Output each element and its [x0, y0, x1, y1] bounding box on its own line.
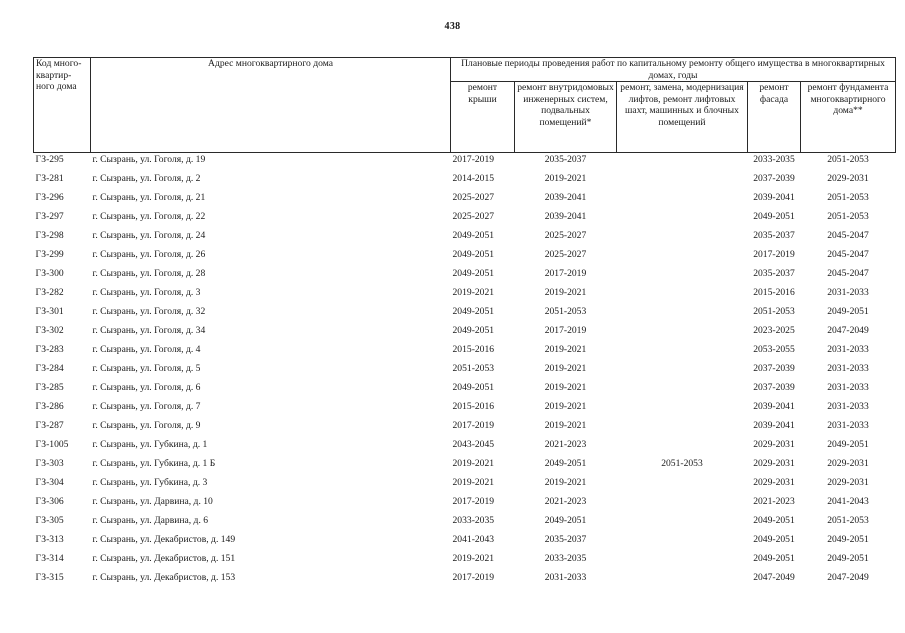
cell-lifts: [617, 362, 748, 381]
cell-engineering: 2019-2021: [544, 401, 587, 412]
cell-roof: 2015-2016: [452, 344, 495, 355]
cell-foundation: 2041-2043: [827, 496, 869, 507]
cell-roof: 2049-2051: [452, 325, 495, 336]
cell-roof: 2043-2045: [452, 439, 495, 450]
cell-code: ГЗ-313: [35, 534, 64, 545]
cell-foundation: 2031-2033: [827, 401, 869, 412]
cell-foundation: 2049-2051: [827, 534, 869, 545]
cell-facade: 2033-2035: [753, 154, 795, 165]
cell-facade: 2037-2039: [753, 173, 795, 184]
cell-facade: 2039-2041: [753, 420, 795, 431]
table-row: [34, 571, 896, 590]
cell-lifts: [617, 419, 748, 438]
cell-foundation: 2049-2051: [827, 306, 869, 317]
cell-foundation: 2045-2047: [827, 230, 869, 241]
table-row: [34, 172, 896, 191]
table-row: [34, 476, 896, 495]
cell-code: ГЗ-304: [35, 477, 64, 488]
header-row-top: [34, 58, 896, 82]
cell-lifts: [617, 438, 748, 457]
cell-lifts: [617, 172, 748, 191]
cell-foundation: 2049-2051: [827, 439, 869, 450]
header-engineering: ремонт внутридомовых инженерных систем, подвальных помещений*: [515, 82, 617, 153]
header-facade: ремонт фасада: [748, 82, 801, 153]
cell-engineering: 2019-2021: [544, 382, 587, 393]
cell-engineering: 2049-2051: [544, 458, 587, 469]
cell-code: ГЗ-284: [35, 363, 64, 374]
cell-facade: 2023-2025: [753, 325, 795, 336]
cell-lifts: [617, 153, 748, 173]
cell-foundation: 2051-2053: [827, 515, 869, 526]
cell-address: г. Сызрань, ул. Губкина, д. 1: [92, 439, 208, 450]
cell-facade: 2053-2055: [753, 344, 795, 355]
cell-roof: 2041-2043: [452, 534, 495, 545]
cell-lifts: [617, 305, 748, 324]
cell-foundation: 2051-2053: [827, 192, 869, 203]
cell-lifts: [617, 286, 748, 305]
cell-facade: 2051-2053: [753, 306, 795, 317]
cell-foundation: 2047-2049: [827, 325, 869, 336]
table-row: [34, 267, 896, 286]
cell-facade: 2029-2031: [753, 477, 795, 488]
cell-code: ГЗ-302: [35, 325, 64, 336]
cell-facade: 2049-2051: [753, 211, 795, 222]
cell-address: г. Сызрань, ул. Декабристов, д. 153: [92, 572, 236, 583]
cell-lifts: [617, 533, 748, 552]
header-periods-group: Плановые периоды проведения работ по капитальному ремонту общего имущества в многоквартирных домах, годы: [451, 58, 896, 82]
table-row: [34, 552, 896, 571]
cell-facade: 2035-2037: [753, 268, 795, 279]
cell-address: г. Сызрань, ул. Декабристов, д. 151: [92, 553, 236, 564]
cell-lifts: [617, 229, 748, 248]
cell-foundation: 2029-2031: [827, 173, 869, 184]
cell-address: г. Сызрань, ул. Гоголя, д. 21: [92, 192, 206, 203]
table-row: [34, 324, 896, 343]
table-row: [34, 229, 896, 248]
cell-roof: 2049-2051: [452, 249, 495, 260]
cell-lifts: [617, 210, 748, 229]
cell-foundation: 2051-2053: [827, 154, 869, 165]
cell-code: ГЗ-286: [35, 401, 64, 412]
cell-lifts: [617, 571, 748, 590]
cell-facade: 2047-2049: [753, 572, 795, 583]
cell-code: ГЗ-315: [35, 572, 64, 583]
cell-lifts: 2051-2053: [661, 458, 703, 469]
cell-facade: 2017-2019: [753, 249, 795, 260]
cell-roof: 2015-2016: [452, 401, 495, 412]
cell-facade: 2037-2039: [753, 382, 795, 393]
cell-foundation: 2031-2033: [827, 344, 869, 355]
cell-address: г. Сызрань, ул. Гоголя, д. 7: [92, 401, 201, 412]
cell-engineering: 2021-2023: [544, 439, 587, 450]
cell-roof: 2014-2015: [452, 173, 495, 184]
cell-engineering: 2019-2021: [544, 477, 587, 488]
table-row: [34, 210, 896, 229]
cell-lifts: [617, 381, 748, 400]
cell-code: ГЗ-301: [35, 306, 64, 317]
cell-lifts: [617, 400, 748, 419]
cell-roof: 2025-2027: [452, 211, 495, 222]
header-code: Код много-квартир-ного дома: [34, 58, 91, 153]
table-row: [34, 419, 896, 438]
cell-facade: 2049-2051: [753, 534, 795, 545]
table-row: [34, 438, 896, 457]
cell-roof: 2049-2051: [452, 382, 495, 393]
cell-foundation: 2031-2033: [827, 287, 869, 298]
cell-address: г. Сызрань, ул. Дарвина, д. 10: [92, 496, 213, 507]
cell-engineering: 2051-2053: [544, 306, 587, 317]
cell-roof: 2017-2019: [452, 572, 495, 583]
cell-code: ГЗ-305: [35, 515, 64, 526]
cell-address: г. Сызрань, ул. Гоголя, д. 24: [92, 230, 206, 241]
cell-lifts: [617, 552, 748, 571]
cell-engineering: 2025-2027: [544, 249, 587, 260]
table-row: [34, 191, 896, 210]
cell-facade: 2049-2051: [753, 553, 795, 564]
table-row: [34, 343, 896, 362]
cell-code: ГЗ-314: [35, 553, 64, 564]
cell-code: ГЗ-306: [35, 496, 64, 507]
cell-lifts: [617, 514, 748, 533]
cell-roof: 2051-2053: [452, 363, 495, 374]
header-address: Адрес многоквартирного дома: [91, 58, 451, 153]
cell-address: г. Сызрань, ул. Декабристов, д. 149: [92, 534, 236, 545]
cell-address: г. Сызрань, ул. Гоголя, д. 4: [92, 344, 201, 355]
cell-engineering: 2031-2033: [544, 572, 587, 583]
cell-code: ГЗ-283: [35, 344, 64, 355]
cell-foundation: 2031-2033: [827, 363, 869, 374]
cell-address: г. Сызрань, ул. Гоголя, д. 6: [92, 382, 201, 393]
table-body: [34, 153, 896, 591]
cell-address: г. Сызрань, ул. Гоголя, д. 9: [92, 420, 201, 431]
cell-foundation: 2051-2053: [827, 211, 869, 222]
cell-roof: 2049-2051: [452, 268, 495, 279]
cell-address: г. Сызрань, ул. Губкина, д. 1 Б: [92, 458, 216, 469]
cell-lifts: [617, 191, 748, 210]
cell-foundation: 2031-2033: [827, 420, 869, 431]
cell-engineering: 2017-2019: [544, 325, 587, 336]
cell-address: г. Сызрань, ул. Гоголя, д. 26: [92, 249, 206, 260]
cell-address: г. Сызрань, ул. Дарвина, д. 6: [92, 515, 209, 526]
table-row: [34, 400, 896, 419]
cell-address: г. Сызрань, ул. Губкина, д. 3: [92, 477, 208, 488]
cell-foundation: 2047-2049: [827, 572, 869, 583]
table-row: [34, 514, 896, 533]
table-row: [34, 248, 896, 267]
cell-lifts: [617, 324, 748, 343]
cell-engineering: 2039-2041: [544, 192, 587, 203]
cell-engineering: 2019-2021: [544, 287, 587, 298]
cell-engineering: 2017-2019: [544, 268, 587, 279]
cell-code: ГЗ-282: [35, 287, 64, 298]
table-row: [34, 495, 896, 514]
cell-engineering: 2033-2035: [544, 553, 587, 564]
cell-address: г. Сызрань, ул. Гоголя, д. 2: [92, 173, 201, 184]
cell-roof: 2049-2051: [452, 306, 495, 317]
cell-facade: 2035-2037: [753, 230, 795, 241]
cell-engineering: 2035-2037: [544, 154, 587, 165]
cell-lifts: [617, 267, 748, 286]
cell-address: г. Сызрань, ул. Гоголя, д. 22: [92, 211, 206, 222]
cell-code: ГЗ-296: [35, 192, 64, 203]
cell-facade: 2029-2031: [753, 458, 795, 469]
header-roof: ремонт крыши: [451, 82, 515, 153]
cell-facade: 2039-2041: [753, 192, 795, 203]
table-row: [34, 533, 896, 552]
table-row: [34, 457, 896, 476]
cell-address: г. Сызрань, ул. Гоголя, д. 28: [92, 268, 206, 279]
table-row: [34, 286, 896, 305]
cell-engineering: 2019-2021: [544, 363, 587, 374]
cell-roof: 2017-2019: [452, 420, 495, 431]
cell-code: ГЗ-303: [35, 458, 64, 469]
cell-facade: 2049-2051: [753, 515, 795, 526]
cell-lifts: [617, 343, 748, 362]
table-row: [34, 381, 896, 400]
cell-lifts: [617, 495, 748, 514]
cell-foundation: 2029-2031: [827, 458, 869, 469]
cell-address: г. Сызрань, ул. Гоголя, д. 3: [92, 287, 201, 298]
cell-roof: 2017-2019: [452, 154, 495, 165]
cell-lifts: [617, 476, 748, 495]
cell-roof: 2019-2021: [452, 458, 495, 469]
table-row: [34, 362, 896, 381]
cell-engineering: 2025-2027: [544, 230, 587, 241]
cell-code: ГЗ-299: [35, 249, 64, 260]
cell-code: ГЗ-285: [35, 382, 64, 393]
cell-address: г. Сызрань, ул. Гоголя, д. 19: [92, 154, 206, 165]
cell-lifts: [617, 248, 748, 267]
cell-roof: 2019-2021: [452, 553, 495, 564]
table-row: [34, 153, 896, 173]
cell-code: ГЗ-281: [35, 173, 64, 184]
cell-roof: 2033-2035: [452, 515, 495, 526]
cell-engineering: 2049-2051: [544, 515, 587, 526]
cell-roof: 2049-2051: [452, 230, 495, 241]
page-number: 438: [444, 21, 461, 32]
cell-engineering: 2021-2023: [544, 496, 587, 507]
cell-roof: 2025-2027: [452, 192, 495, 203]
cell-facade: 2037-2039: [753, 363, 795, 374]
cell-roof: 2019-2021: [452, 287, 495, 298]
cell-facade: 2039-2041: [753, 401, 795, 412]
cell-roof: 2017-2019: [452, 496, 495, 507]
cell-code: ГЗ-1005: [35, 439, 69, 450]
cell-engineering: 2019-2021: [544, 173, 587, 184]
header-lifts: ремонт, замена, модернизация лифтов, ремонт лифтовых шахт, машинных и блочных помещений: [617, 82, 748, 153]
cell-engineering: 2039-2041: [544, 211, 587, 222]
cell-facade: 2029-2031: [753, 439, 795, 450]
cell-roof: 2019-2021: [452, 477, 495, 488]
cell-address: г. Сызрань, ул. Гоголя, д. 5: [92, 363, 201, 374]
table-row: [34, 305, 896, 324]
cell-foundation: 2045-2047: [827, 268, 869, 279]
cell-code: ГЗ-295: [35, 154, 64, 165]
cell-foundation: 2045-2047: [827, 249, 869, 260]
cell-engineering: 2019-2021: [544, 420, 587, 431]
cell-code: ГЗ-287: [35, 420, 64, 431]
cell-address: г. Сызрань, ул. Гоголя, д. 34: [92, 325, 206, 336]
cell-address: г. Сызрань, ул. Гоголя, д. 32: [92, 306, 206, 317]
cell-foundation: 2029-2031: [827, 477, 869, 488]
cell-foundation: 2031-2033: [827, 382, 869, 393]
repair-schedule-table: [33, 57, 896, 590]
cell-facade: 2021-2023: [753, 496, 795, 507]
cell-code: ГЗ-300: [35, 268, 64, 279]
cell-engineering: 2019-2021: [544, 344, 587, 355]
cell-code: ГЗ-298: [35, 230, 64, 241]
cell-foundation: 2049-2051: [827, 553, 869, 564]
cell-engineering: 2035-2037: [544, 534, 587, 545]
header-foundation: ремонт фундамента многоквартирного дома**: [801, 82, 896, 153]
cell-code: ГЗ-297: [35, 211, 64, 222]
cell-facade: 2015-2016: [753, 287, 795, 298]
